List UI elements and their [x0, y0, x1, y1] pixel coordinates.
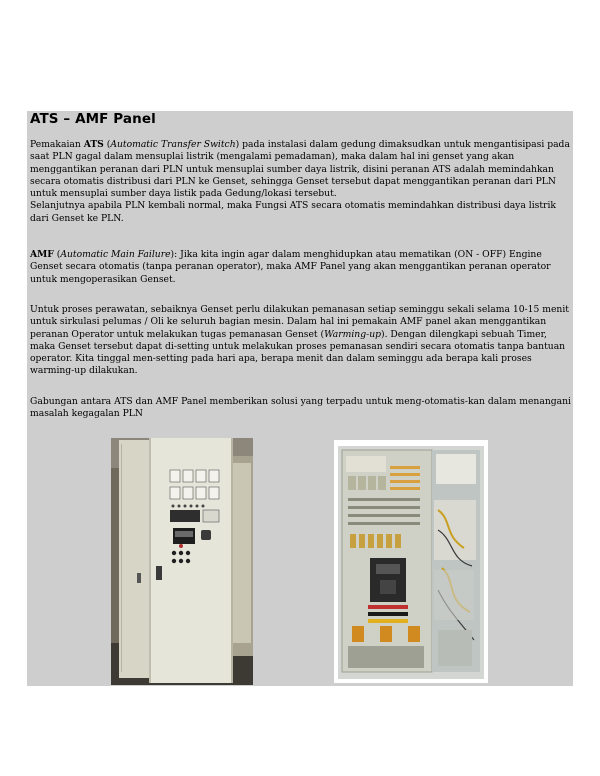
- amf-panel-photo: [111, 438, 253, 685]
- paragraph-ats: Pemakaian ATS (Automatic Transfer Switch) pada instalasi dalam gedung dimaksudkan untuk mengantisipasi pada saat PLN gagal dalam mensuplai listrik (mengalami pemadaman), maka dalam hal ini genset yang akan menggantikan peranan dari PLN untuk mensuplai sumber daya listrik, disini peranan ATS adalah memindahkan secara otomatis distribusi dari PLN ke Genset, sehingga Genset tersebut dapat menggantikan peranan dari PLN untuk mensuplai sumber daya listik pada Gedung/lokasi tersebut. Selanjutnya apabila PLN kembali normal, maka Fungsi ATS secara otomatis memindahkan distribusi daya listrik dari Genset ke PLN.: [30, 139, 570, 224]
- paragraph-amf: AMF (Automatic Main Failure): Jika kita ingin agar dalam menghidupkan atau mematikan (ON - OFF) Engine Genset secara otomatis (tanpa peranan operator), maka AMF Panel yang akan menggantikan peranan operator untuk mengoperasikan Genset.: [30, 249, 551, 285]
- paragraph-maintenance: Untuk proses perawatan, sebaiknya Genset perlu dilakukan pemanasan setiap seminggu sekali selama 10-15 menit untuk sirkulasi pelumas / Oli ke seluruh bagian mesin. Dalam hal ini pemakain AMF panel akan menggantikan peranan Operator untuk melakukan tugas pemanasan Genset (Warming-up). Dengan dilengkapi sebuah Timer, maka Genset tersebut dapat di-setting untuk melakukan proses pemanasan sendiri secara otomatis tanpa bantuan operator. Kita tinggal men-setting pada hari apa, berapa menit dan dalam seminggu ada berapa kali proses warming-up dilakukan.: [30, 304, 569, 377]
- article-panel: [27, 111, 573, 686]
- ats-panel-interior-photo: [334, 440, 488, 683]
- paragraph-conclusion: Gabungan antara ATS dan AMF Panel memberikan solusi yang terpadu untuk meng-otomatis-kan dalam menangani masalah kegagalan PLN: [30, 396, 571, 420]
- page-title: ATS – AMF Panel: [30, 111, 156, 127]
